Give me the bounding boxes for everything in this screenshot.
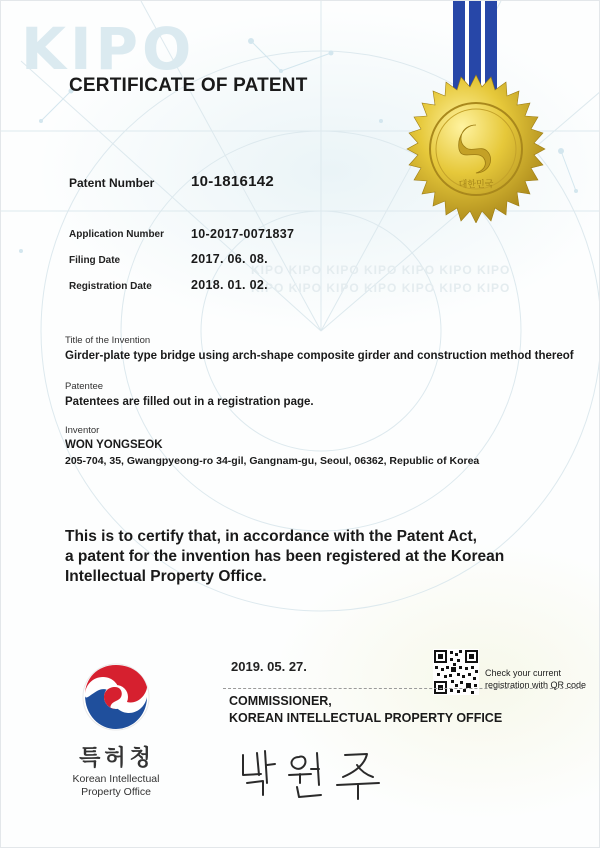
patentee-label: Patentee: [65, 381, 104, 392]
kipo-logo-korean: 특허청: [79, 746, 155, 771]
watermark-band: KIPO KIPO KIPO KIPO KIPO KIPO KIPO: [251, 281, 511, 295]
watermark-text: KIPO: [21, 15, 196, 83]
gold-seal: [401, 73, 551, 223]
filing-date-value: 2017. 06. 08.: [191, 252, 268, 266]
commissioner-line: KOREAN INTELLECTUAL PROPERTY OFFICE: [229, 711, 503, 725]
signature-divider: [223, 688, 583, 689]
inventor-label: Inventor: [65, 425, 100, 436]
handwritten-signature: [237, 741, 407, 801]
application-number-value: 10-2017-0071837: [191, 227, 295, 241]
inventor-address: 205-704, 35, Gwangpyeong-ro 34-gil, Gangnam-gu, Seoul, 06362, Republic of Korea: [65, 455, 480, 467]
inventor-name: WON YONGSEOK: [65, 439, 163, 451]
certification-line: This is to certify that, in accordance with the Patent Act,: [65, 528, 477, 545]
certification-line: Intellectual Property Office.: [65, 568, 267, 585]
certification-statement: [65, 527, 505, 587]
invention-title-label: Title of the Invention: [65, 335, 151, 346]
qr-instruction-line: Check your current: [485, 668, 562, 678]
kipo-logo-english: [57, 773, 175, 799]
seal-text: 대한민국: [458, 180, 494, 190]
application-number-label: Application Number: [69, 229, 165, 240]
patent-number-value: 10-1816142: [191, 173, 275, 190]
commissioner-title: [229, 693, 502, 727]
watermark-band: KIPO KIPO KIPO KIPO KIPO KIPO KIPO: [251, 263, 511, 277]
registration-date-value: 2018. 01. 02.: [191, 278, 268, 292]
registration-date-label: Registration Date: [69, 281, 152, 292]
filing-date-label: Filing Date: [69, 255, 121, 266]
patent-number-label: Patent Number: [69, 176, 155, 190]
logo-line: Property Office: [81, 786, 151, 798]
certificate-title: CERTIFICATE OF PATENT: [69, 75, 308, 96]
logo-line: Korean Intellectual: [72, 773, 160, 785]
kipo-logo-icon: [81, 661, 151, 733]
patentee-value: Patentees are filled out in a registration page.: [65, 396, 314, 408]
commissioner-line: COMMISSIONER,: [229, 694, 332, 708]
issue-date: 2019. 05. 27.: [231, 659, 307, 674]
qr-instruction-line: registration with QR code: [485, 680, 587, 690]
invention-title-value: Girder-plate type bridge using arch-shape composite girder and construction method thereof: [65, 350, 574, 362]
certification-line: a patent for the invention has been registered at the Korean: [65, 548, 505, 565]
